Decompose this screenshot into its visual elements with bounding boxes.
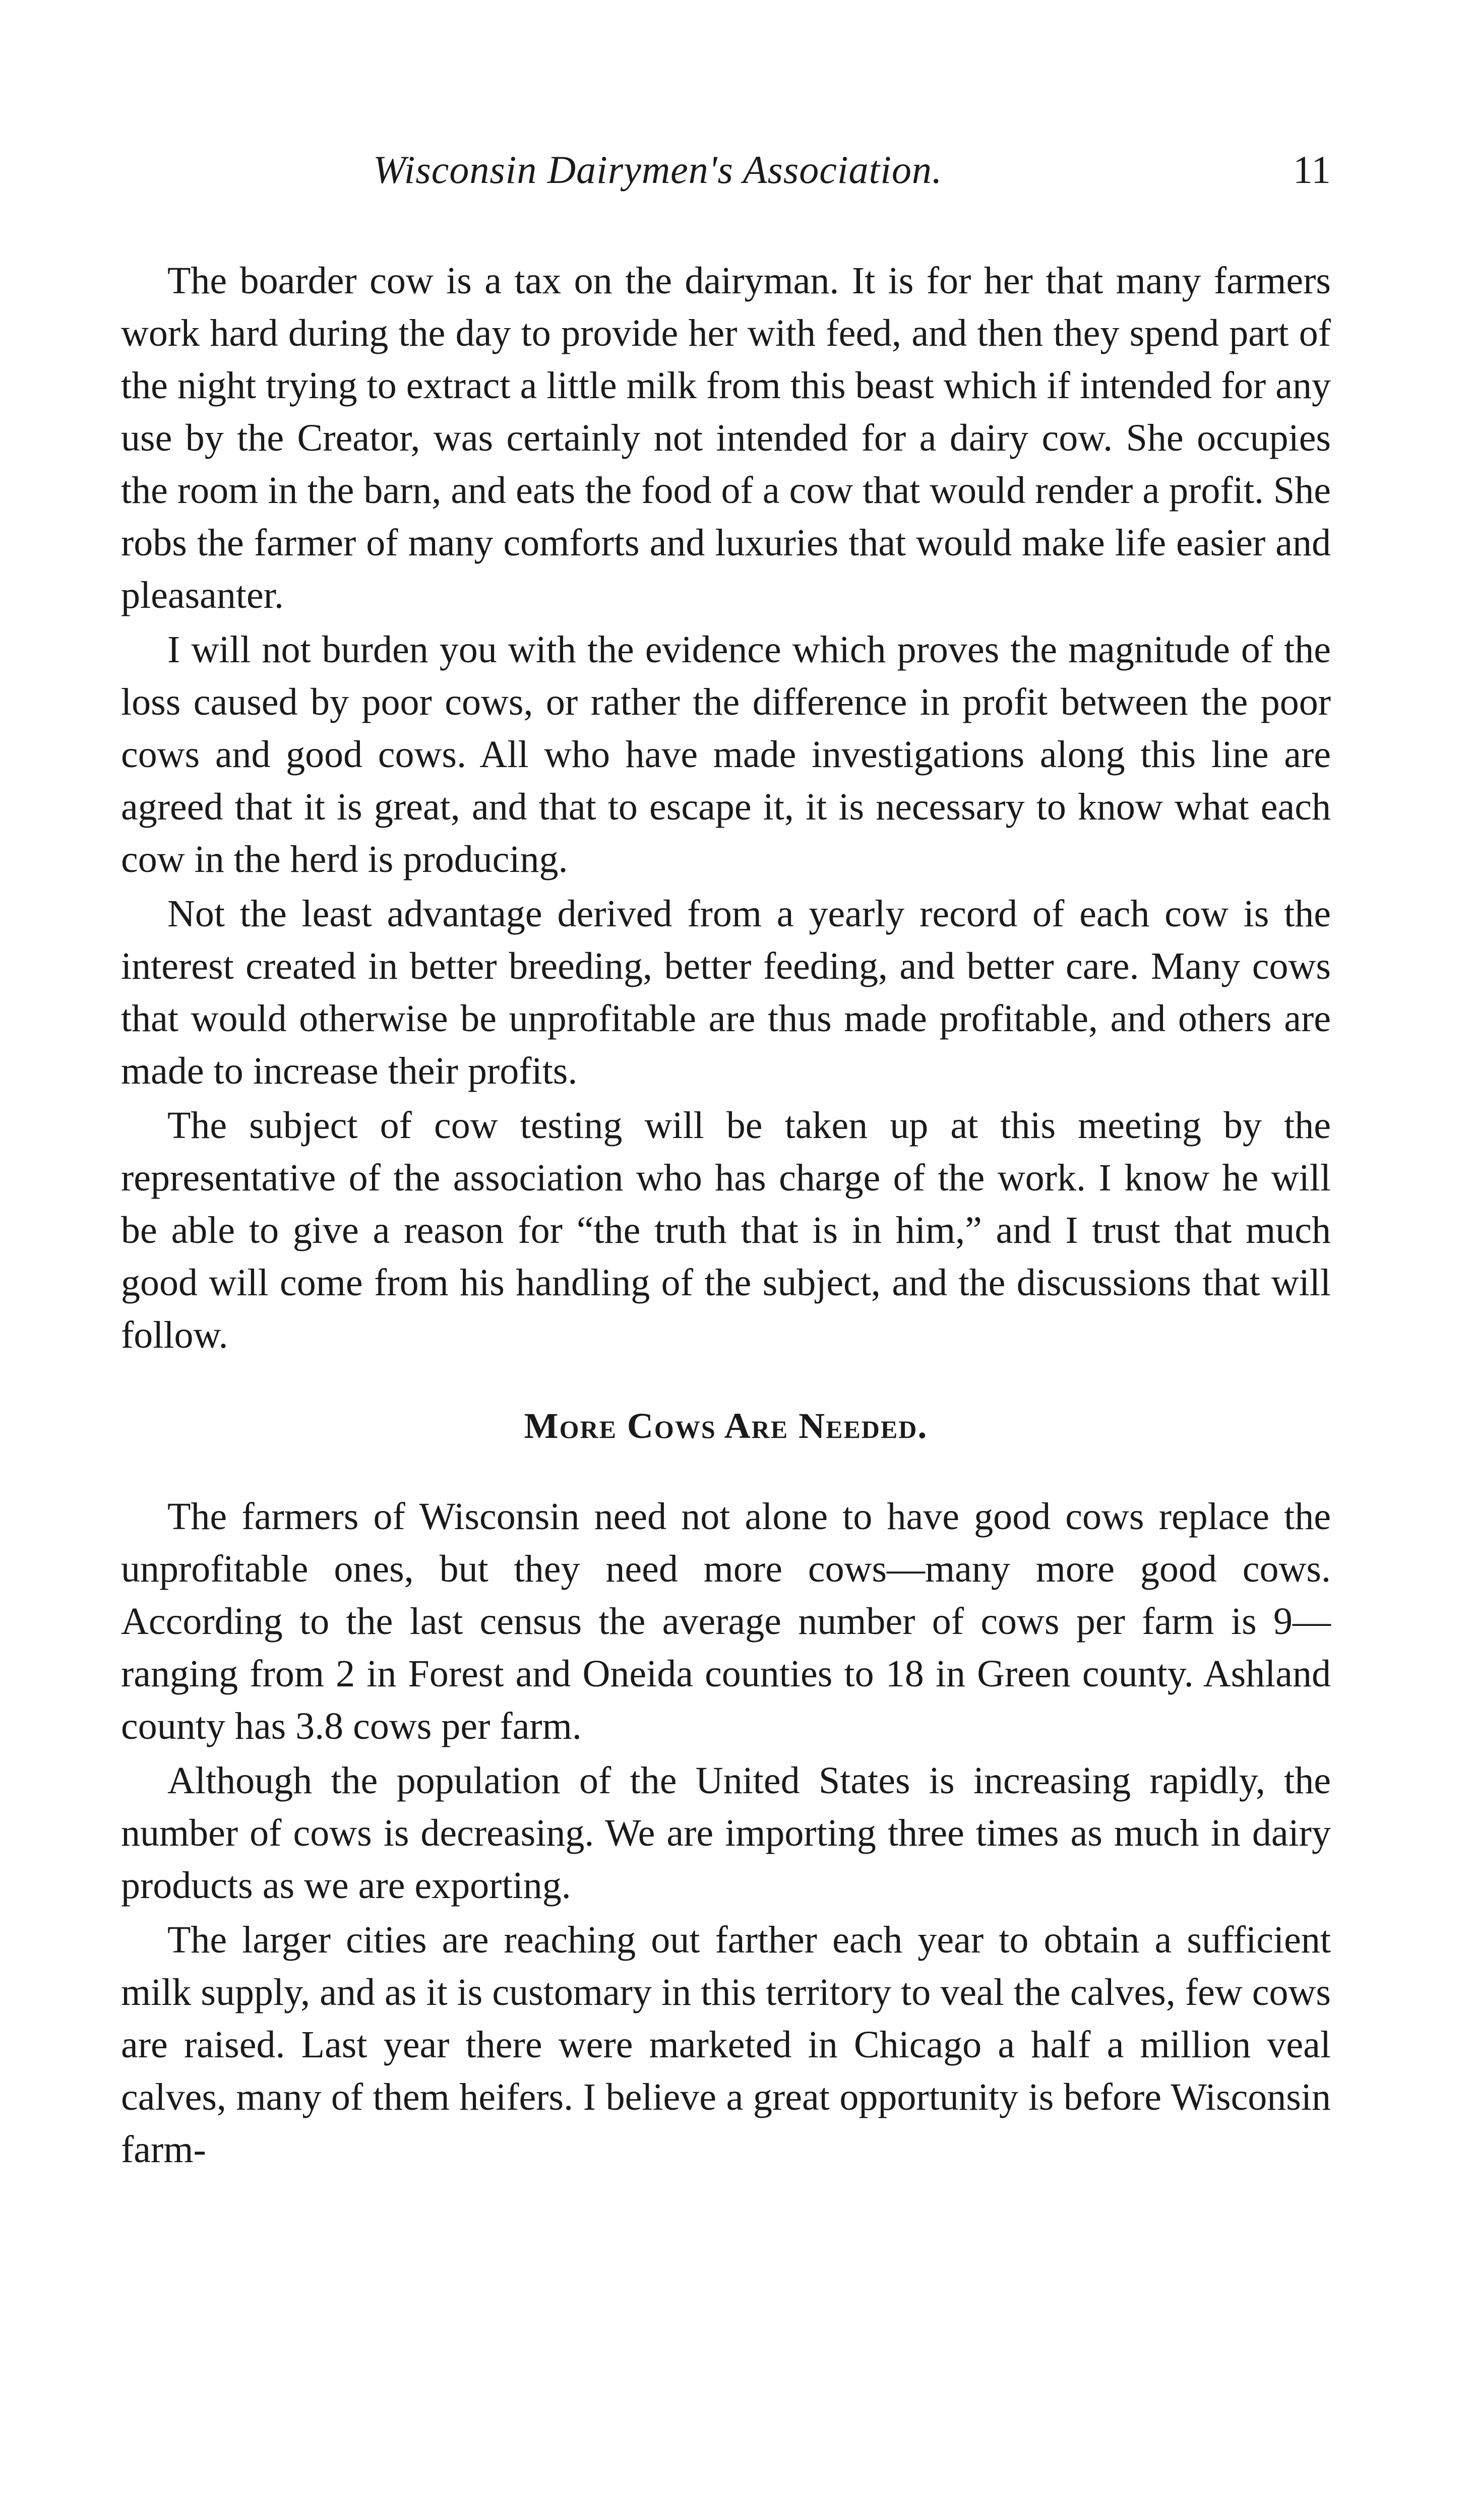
running-title: Wisconsin Dairymen's Association. xyxy=(373,148,943,192)
paragraph-yearly-record: Not the least advantage derived from a yearly record of each cow is the interest created in better breeding, better feeding, and better care. Many cows that would otherwise be unprofitable are thus made profitable, and others are made to increase their profits. xyxy=(121,893,1331,1092)
paragraph-cities-milk-supply: The larger cities are reaching out farther each year to obtain a sufficient milk supply, and as it is customary in this territory to veal the calves, few cows are raised. Last year there were marketed in Chicago a half a million veal calves, many of them heifers. I believe a great opportunity is before Wisconsin farm- xyxy=(121,1919,1331,2171)
paragraph-population: Although the population of the United States is increasing rapidly, the number of cows is decreasing. We are importing three times as much in dairy products as we are exporting. xyxy=(121,1759,1331,1907)
body-text xyxy=(121,255,1331,2178)
running-head xyxy=(121,147,1331,203)
paragraph-more-cows: The farmers of Wisconsin need not alone to have good cows replace the unprofitable ones, but they need more cows—many more good cows. According to the last census the average number of cows per farm is 9—ranging from 2 in Forest and Oneida counties to 18 in Green county. Ashland county has 3.8 cows per farm. xyxy=(121,1495,1331,1747)
paragraph-loss-magnitude: I will not burden you with the evidence which proves the magnitude of the loss caused by poor cows, or rather the difference in profit between the poor cows and good cows. All who have made investigations along this line are agreed that it is great, and that to escape it, it is necessary to know what each cow in the herd is producing. xyxy=(121,628,1331,880)
page-number: 11 xyxy=(1293,148,1331,192)
section-heading: More Cows Are Needed. xyxy=(524,1406,928,1446)
paragraph-cow-testing: The subject of cow testing will be taken up at this meeting by the representative of the association who has charge of the work. I know he will be able to give a reason for “the truth that is in him,” and I trust that much good will come from his handling of the subject, and the discussions that will follow. xyxy=(121,1104,1331,1356)
paragraph-boarder-cow: The boarder cow is a tax on the dairyman. It is for her that many farmers work hard during the day to provide her with feed, and then they spend part of the night trying to extract a little milk from this beast which if intended for any use by the Creator, was certainly not intended for a dairy cow. She occupies the room in the barn, and eats the food of a cow that would render a profit. She robs the farmer of many comforts and luxuries that would make life easier and pleasanter. xyxy=(121,260,1331,616)
